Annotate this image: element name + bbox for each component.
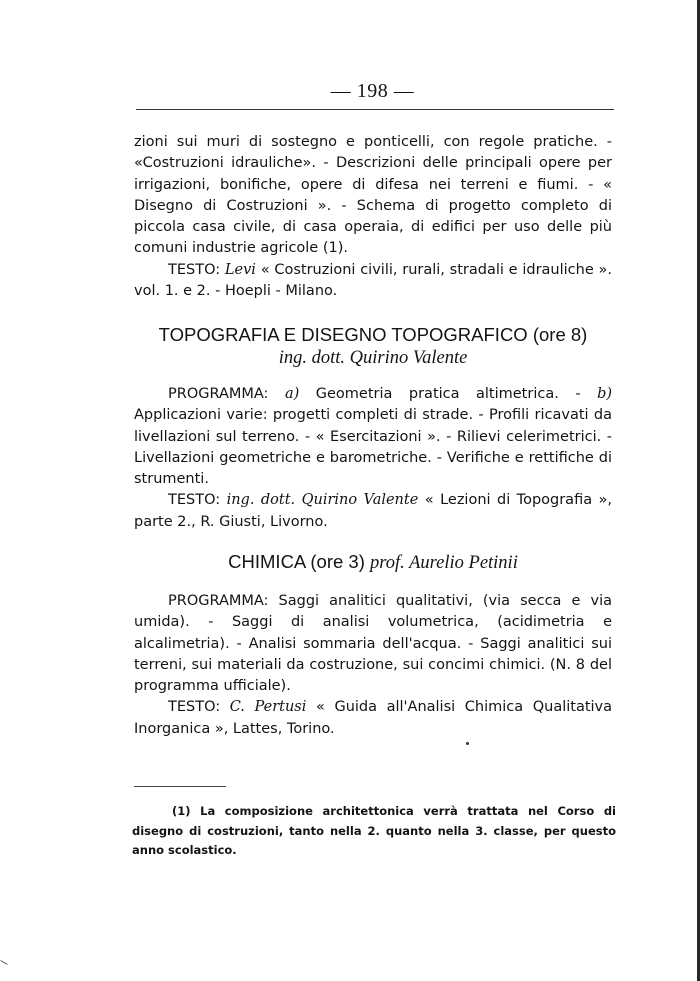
testo-label: TESTO:: [168, 261, 221, 278]
programma-a-label: a): [284, 386, 300, 402]
testo-label: TESTO:: [168, 492, 221, 509]
programma-text: Saggi analitici qualitativi, (via secca e via umida). - Saggi di analisi volumetrica, (acidimetria e alcalimetria). - Analisi sommaria dell'acqua. - Saggi analitici sui terreni, sui materiali da costruzione, sui concimi chimici. (N. 8 del programma ufficiale).: [134, 593, 612, 695]
footnote-text: (1) La composizione architettonica verrà trattata nel Corso di disegno di costruzioni, tanto nella 2. quanto nella 3. classe, per questo anno scolastico.: [132, 804, 616, 857]
programma-b-label: b): [597, 386, 613, 402]
testo-line: [134, 697, 612, 740]
testo-line: [134, 490, 612, 533]
continued-section: [134, 132, 612, 302]
testo-rest: « Guida all'Analisi Chimica Qualitativa Inorganica », Lattes, Torino.: [134, 699, 613, 737]
section-title-chimica: [134, 551, 612, 574]
topografia-section: [134, 384, 612, 533]
section-title-topografia: TOPOGRAFIA E DISEGNO TOPOGRAFICO (ore 8): [158, 324, 588, 345]
testo-line: [134, 260, 612, 303]
scan-mark: [0, 960, 7, 965]
footnote-rule: [134, 786, 226, 787]
chimica-section: [134, 591, 612, 740]
programma-paragraph: [134, 384, 612, 490]
section-teacher-chimica: prof. Aurelio Petinii: [370, 553, 518, 573]
testo-label: TESTO:: [168, 699, 221, 716]
continued-paragraph: zioni sui muri di sostegno e ponticelli, con regole pratiche. - «Costruzioni idrauliche». - Descrizioni delle principali opere per irrigazioni, bonifiche, opere di difesa nei terreni e fiumi. - « Disegno di Costruzioni ». - Schema di progetto completo di piccola casa civile, di casa operaia, di edifici per uso delle più comuni industrie agricole (1).: [134, 134, 612, 257]
testo-rest: « Lezioni di Topografia », parte 2., R. Giusti, Livorno.: [134, 492, 613, 530]
programma-a: Geometria pratica altimetrica. -: [315, 386, 581, 402]
page-number: — 198 —: [330, 80, 415, 102]
programma-b: Applicazioni varie: progetti completi di strade. - Profili ricavati da livellazioni sul terreno. - « Esercitazioni ». - Rilievi celerimetrici. - Livellazioni geometriche e barometriche. - Verifiche e rettifiche di strumenti.: [134, 407, 612, 488]
testo-rest: « Costruzioni civili, rurali, stradali e idrauliche ». vol. 1. e 2. - Hoepli - Milano.: [134, 261, 612, 300]
testo-author: C. Pertusi: [229, 699, 307, 716]
programma-label: PROGRAMMA:: [168, 386, 269, 402]
header-rule: [136, 109, 614, 110]
ink-dot: [466, 742, 469, 745]
footnote: [132, 802, 616, 861]
testo-author: ing. dott. Quirino Valente: [226, 492, 419, 509]
programma-label: PROGRAMMA:: [168, 593, 269, 609]
programma-paragraph: [134, 591, 612, 697]
testo-author: Levi: [224, 261, 256, 278]
chimica-title: CHIMICA (ore 3): [228, 551, 365, 572]
section-teacher-topografia: ing. dott. Quirino Valente: [278, 348, 468, 368]
